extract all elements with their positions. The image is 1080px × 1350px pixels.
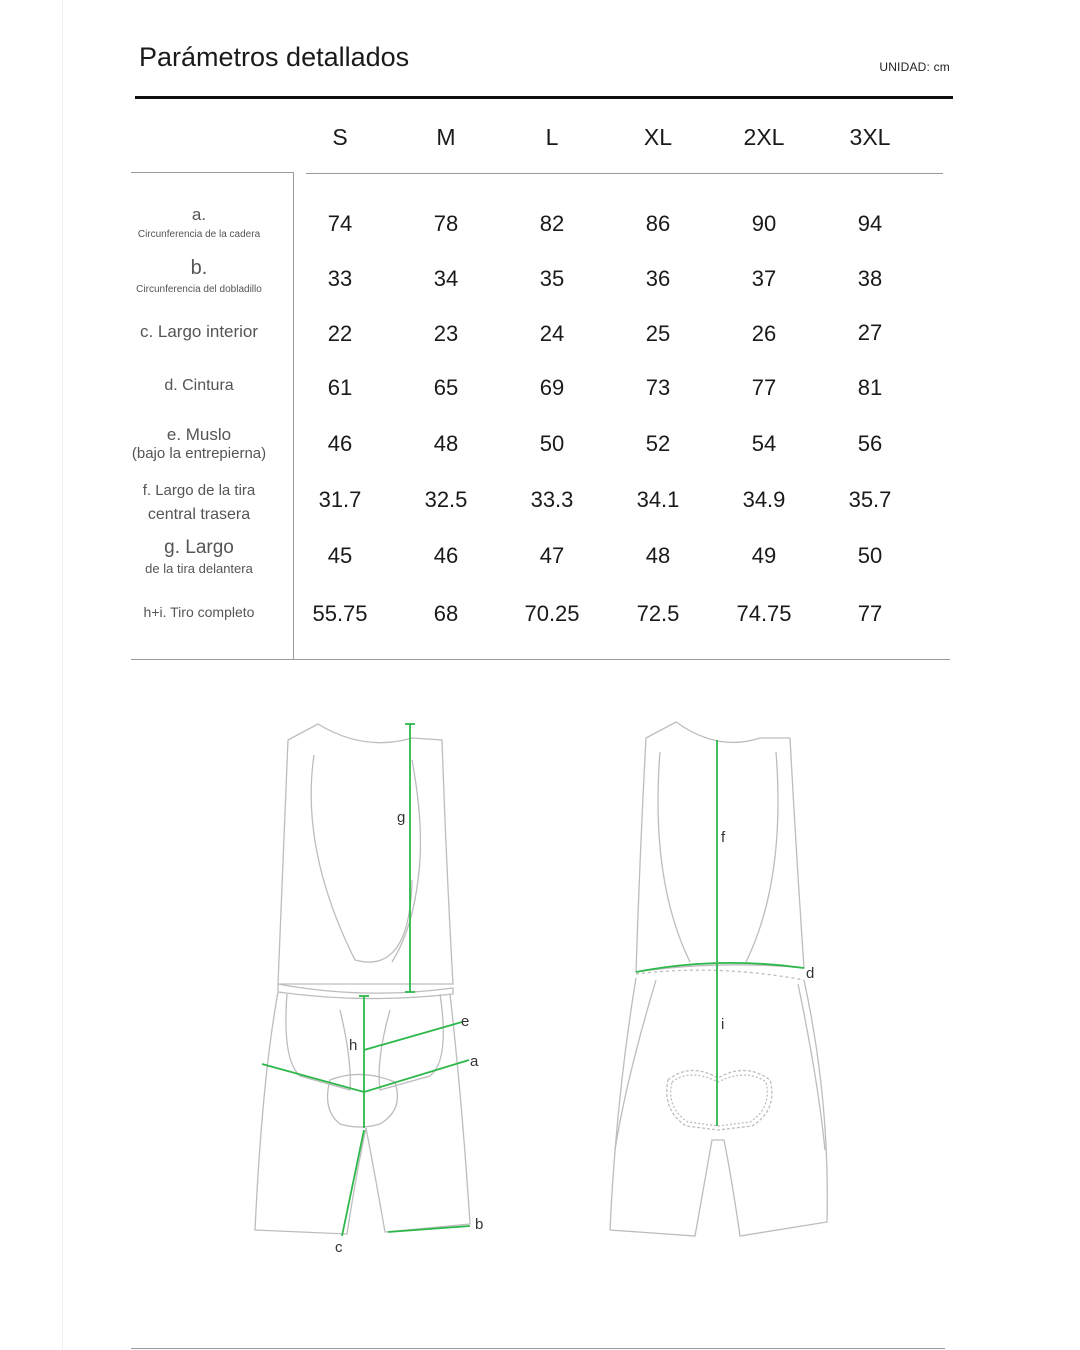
row-label-g: g. Largo de la tira delantera (145, 537, 253, 576)
cell-g-s: 45 (327, 543, 353, 568)
size-header-s: S (332, 124, 348, 150)
cell-f-xl: 34.1 (636, 487, 680, 512)
cell-g-m: 46 (433, 543, 459, 568)
cell-h-i-s: 55.75 (312, 601, 368, 626)
cell-f-l: 33.3 (530, 487, 574, 512)
cell-e-l: 50 (539, 431, 565, 456)
cell-b-2xl: 37 (751, 266, 777, 291)
cell-c-3xl: 27 (857, 320, 883, 345)
back-right-strap-cutout (746, 752, 778, 962)
cell-b-s: 33 (327, 266, 353, 291)
cell-g-xl: 48 (645, 543, 671, 568)
diagram-label-d: d (806, 965, 815, 982)
cell-f-3xl: 35.7 (848, 487, 892, 512)
back-shorts-outline (610, 978, 827, 1236)
cell-f-2xl: 34.9 (742, 487, 786, 512)
cell-c-2xl: 26 (751, 321, 777, 346)
diagram-label-a: a (470, 1053, 479, 1070)
cell-b-xl: 36 (645, 266, 671, 291)
cell-d-xl: 73 (645, 375, 671, 400)
cell-d-s: 61 (327, 375, 353, 400)
cell-h-i-3xl: 77 (857, 601, 883, 626)
cell-a-s: 74 (327, 211, 353, 236)
back-view (610, 722, 827, 1236)
front-view (255, 724, 470, 1234)
diagram-label-i: i (721, 1016, 725, 1033)
cell-a-2xl: 90 (751, 211, 777, 236)
size-header-xl: XL (643, 124, 673, 150)
cell-c-xl: 25 (645, 321, 671, 346)
front-left-strap-cutout (311, 755, 412, 962)
cell-e-3xl: 56 (857, 431, 883, 456)
back-side-panel-left (615, 980, 656, 1150)
cell-a-l: 82 (539, 211, 565, 236)
diagram-label-e: e (461, 1013, 470, 1030)
cell-e-m: 48 (433, 431, 459, 456)
row-label-a: a. Circunferencia de la cadera (137, 205, 261, 240)
cell-d-2xl: 77 (751, 375, 777, 400)
row-label-h-i: h+i. Tiro completo (143, 604, 255, 620)
cell-f-m: 32.5 (424, 487, 468, 512)
row-label-e: e. Muslo (bajo la entrepierna) (131, 425, 267, 462)
cell-e-2xl: 54 (751, 431, 777, 456)
row-label-f: f. Largo de la tira central trasera (142, 482, 256, 524)
cell-e-s: 46 (327, 431, 353, 456)
cell-h-i-m: 68 (433, 601, 459, 626)
back-bib-outline (636, 722, 804, 972)
back-side-panel-right (798, 984, 825, 1150)
back-chamois-outline (667, 1070, 772, 1130)
diagram-label-b: b (475, 1216, 484, 1233)
bottom-rule (131, 1348, 945, 1349)
cell-g-3xl: 50 (857, 543, 883, 568)
diagram-label-c: c (335, 1239, 343, 1256)
diagram-label-h: h (349, 1037, 358, 1054)
cell-f-s: 31.7 (318, 487, 362, 512)
page-title: Parámetros detallados (139, 42, 410, 72)
cell-a-xl: 86 (645, 211, 671, 236)
size-header-2xl: 2XL (743, 124, 785, 150)
back-waistband (636, 970, 804, 980)
diagram-label-f: f (721, 829, 726, 846)
cell-g-2xl: 49 (751, 543, 777, 568)
front-pad-inner (286, 994, 350, 1090)
diagram-label-g: g (397, 809, 406, 826)
measure-line-c (342, 1130, 364, 1236)
cell-d-3xl: 81 (857, 375, 883, 400)
unit-label: UNIDAD: cm (879, 60, 950, 74)
cell-b-3xl: 38 (857, 266, 883, 291)
row-label-c: c. Largo interior (139, 322, 259, 341)
back-left-strap-cutout (658, 752, 690, 962)
cell-c-l: 24 (539, 321, 565, 346)
front-chamois-outline (328, 1074, 398, 1127)
measure-line-b (388, 1226, 470, 1232)
row-label-b: b. Circunferencia del dobladillo (136, 257, 262, 295)
size-header-3xl: 3XL (849, 124, 891, 150)
cell-c-m: 23 (433, 321, 459, 346)
row-label-d: d. Cintura (164, 377, 234, 394)
cell-b-l: 35 (539, 266, 565, 291)
cell-d-l: 69 (539, 375, 565, 400)
cell-g-l: 47 (539, 543, 565, 568)
cell-b-m: 34 (433, 266, 459, 291)
measure-lines (262, 724, 804, 1236)
back-chamois-inner (671, 1075, 768, 1126)
size-header-l: L (545, 124, 559, 150)
cell-d-m: 65 (433, 375, 459, 400)
cell-c-s: 22 (327, 321, 353, 346)
cell-h-i-xl: 72.5 (636, 601, 680, 626)
size-header-m: M (436, 124, 456, 150)
front-bib-outline (278, 724, 453, 984)
cell-h-i-2xl: 74.75 (736, 601, 792, 626)
cell-e-xl: 52 (645, 431, 671, 456)
cell-a-3xl: 94 (857, 211, 883, 236)
cell-h-i-l: 70.25 (524, 601, 580, 626)
measure-line-e (364, 1022, 462, 1050)
cell-a-m: 78 (433, 211, 459, 236)
front-right-strap-cutout (392, 760, 420, 962)
